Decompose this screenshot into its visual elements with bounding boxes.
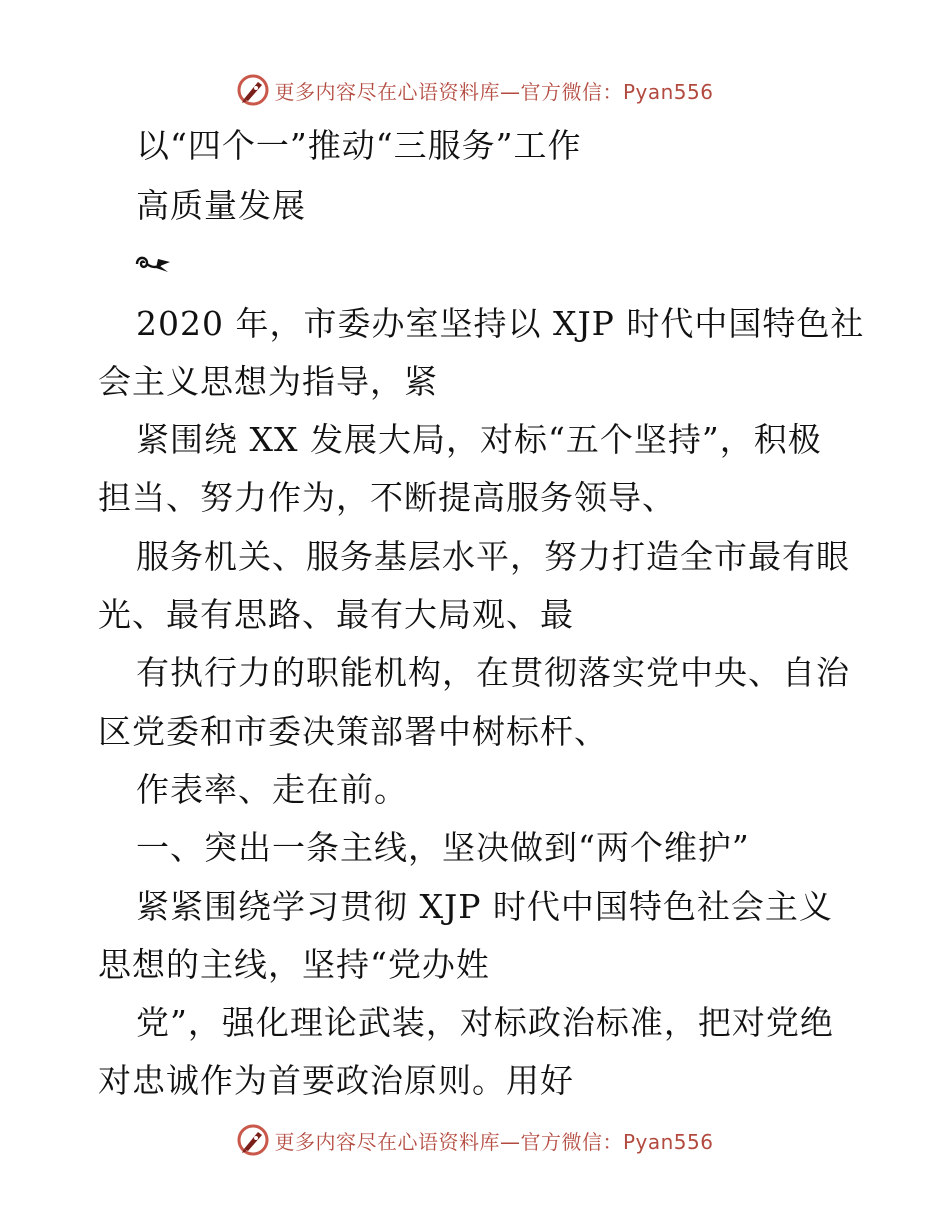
paragraph-line: 紧围绕 XX 发展大局，对标“五个坚持”，积极 xyxy=(136,420,822,459)
paragraph-line: 2020 年，市委办室坚持以 XJP 时代中国特色社 xyxy=(136,304,865,343)
pen-logo-icon xyxy=(236,73,270,107)
paragraph-line: 作表率、走在前。 xyxy=(136,770,408,809)
section-heading: 一、突出一条主线，坚决做到“两个维护” xyxy=(136,828,750,867)
paragraph-line: 紧紧围绕学习贯彻 XJP 时代中国特色社会主义 xyxy=(136,887,833,926)
paragraph-line: 有执行力的职能机构，在贯彻落实党中央、自治 xyxy=(136,653,850,692)
paragraph-line: 对忠诚作为首要政治原则。用好 xyxy=(98,1061,574,1100)
footer-banner-text: 更多内容尽在心语资料库—官方微信：Pyan556 xyxy=(274,1129,714,1154)
paragraph-line: 党”，强化理论武装，对标政治标准，把对党绝 xyxy=(136,1003,834,1042)
paragraph-line: 区党委和市委决策部署中树标杆、 xyxy=(98,712,608,751)
footer-banner xyxy=(0,1120,950,1160)
paragraph-line: 服务机关、服务基层水平，努力打造全市最有眼 xyxy=(136,537,850,576)
fleuron-ornament-icon xyxy=(134,250,172,278)
paragraph-line: 会主义思想为指导，紧 xyxy=(98,362,438,401)
paragraph-line: 光、最有思路、最有大局观、最 xyxy=(98,595,574,634)
paragraph-line: 担当、努力作为，不断提高服务领导、 xyxy=(98,478,676,517)
paragraph-line: 思想的主线，坚持“党办姓 xyxy=(98,945,490,984)
document-title-line-1: 以“四个一”推动“三服务”工作 xyxy=(136,126,582,165)
header-banner-text: 更多内容尽在心语资料库—官方微信：Pyan556 xyxy=(274,79,714,104)
header-banner xyxy=(0,70,950,110)
pen-logo-icon xyxy=(236,1123,270,1157)
document-title-line-2: 高质量发展 xyxy=(136,186,306,225)
